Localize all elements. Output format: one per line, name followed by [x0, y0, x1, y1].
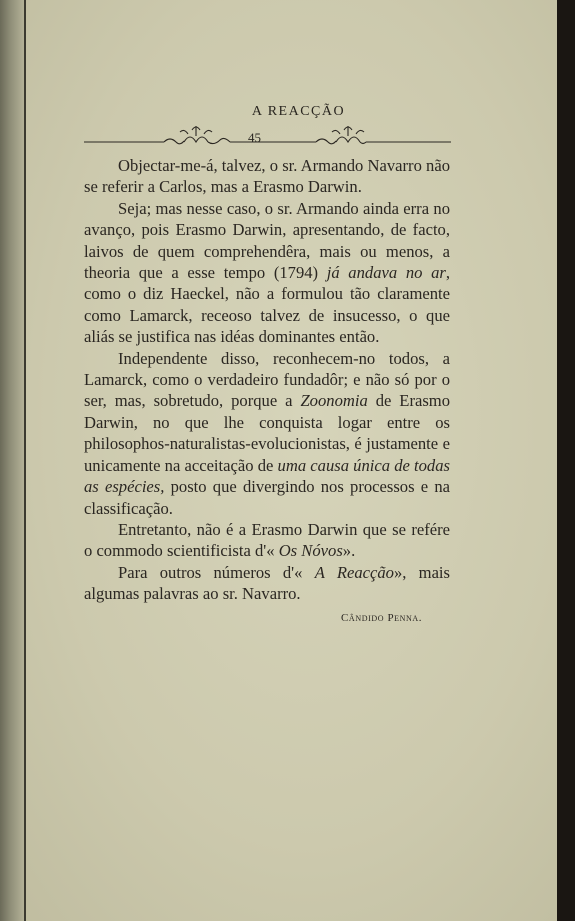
- text-run: , como o diz Haeckel, não a formulou tão claramente como Lamarck, receoso talvez de insucesso, o que aliás se justifica nas idéas dominantes então.: [84, 263, 450, 347]
- text-run: Para outros números d'«: [118, 562, 315, 582]
- text-run: de Erasmo Darwin, no que lhe conquista logar entre os philosophos-naturalistas-evolucionistas, é justamente e unicamente na acceitação de: [84, 391, 450, 475]
- italic-text-run: Zoonomia: [300, 391, 368, 411]
- header-ornament-rule: [84, 122, 451, 148]
- text-run: Entretanto, não é a Erasmo Darwin que se refére o commodo scientificista d'«: [84, 519, 450, 561]
- italic-text-run: já andava no ar: [326, 263, 446, 283]
- italic-text-run: Os Nóvos: [278, 541, 343, 561]
- right-fleuron-icon: [316, 126, 366, 144]
- text-run: », mais algumas palavras ao sr. Navarro.: [84, 562, 450, 604]
- text-run: Independente disso, reconhecem-no todos, a Lamarck, como o verdadeiro fundadôr; e não só por o ser, mas, sobretudo, porque a: [84, 348, 450, 411]
- author-signature: Cândido Penna.: [341, 612, 423, 624]
- paragraph: [84, 198, 450, 348]
- paragraph: [84, 519, 450, 562]
- running-header-title: A REACÇÃO: [251, 104, 346, 119]
- page-number: 45: [248, 130, 261, 145]
- paragraph: [84, 155, 450, 198]
- paragraph: [84, 348, 450, 519]
- scan-background-edge: [557, 0, 575, 921]
- text-run: Seja; mas nesse caso, o sr. Armando ainda erra no avanço, pois Erasmo Darwin, apresentando, de facto, laivos de quem comprehendêra, mais ou menos, a theoria que a esse tempo (1794): [84, 198, 450, 283]
- page-fold-line: [24, 0, 26, 921]
- text-run: ».: [342, 541, 356, 561]
- page-gutter: [0, 0, 26, 921]
- left-fleuron-icon: [164, 126, 230, 144]
- italic-text-run: uma causa única de todas as espécies,: [84, 455, 450, 497]
- paragraph: [84, 562, 450, 605]
- text-run: Objectar-me-á, talvez, o sr. Armando Navarro não se referir a Carlos, mas a Erasmo Darwin.: [84, 156, 450, 197]
- text-run: posto que divergindo nos processos e na classificação.: [84, 477, 450, 518]
- body-text: [84, 155, 450, 605]
- italic-text-run: A Reacção: [314, 562, 394, 582]
